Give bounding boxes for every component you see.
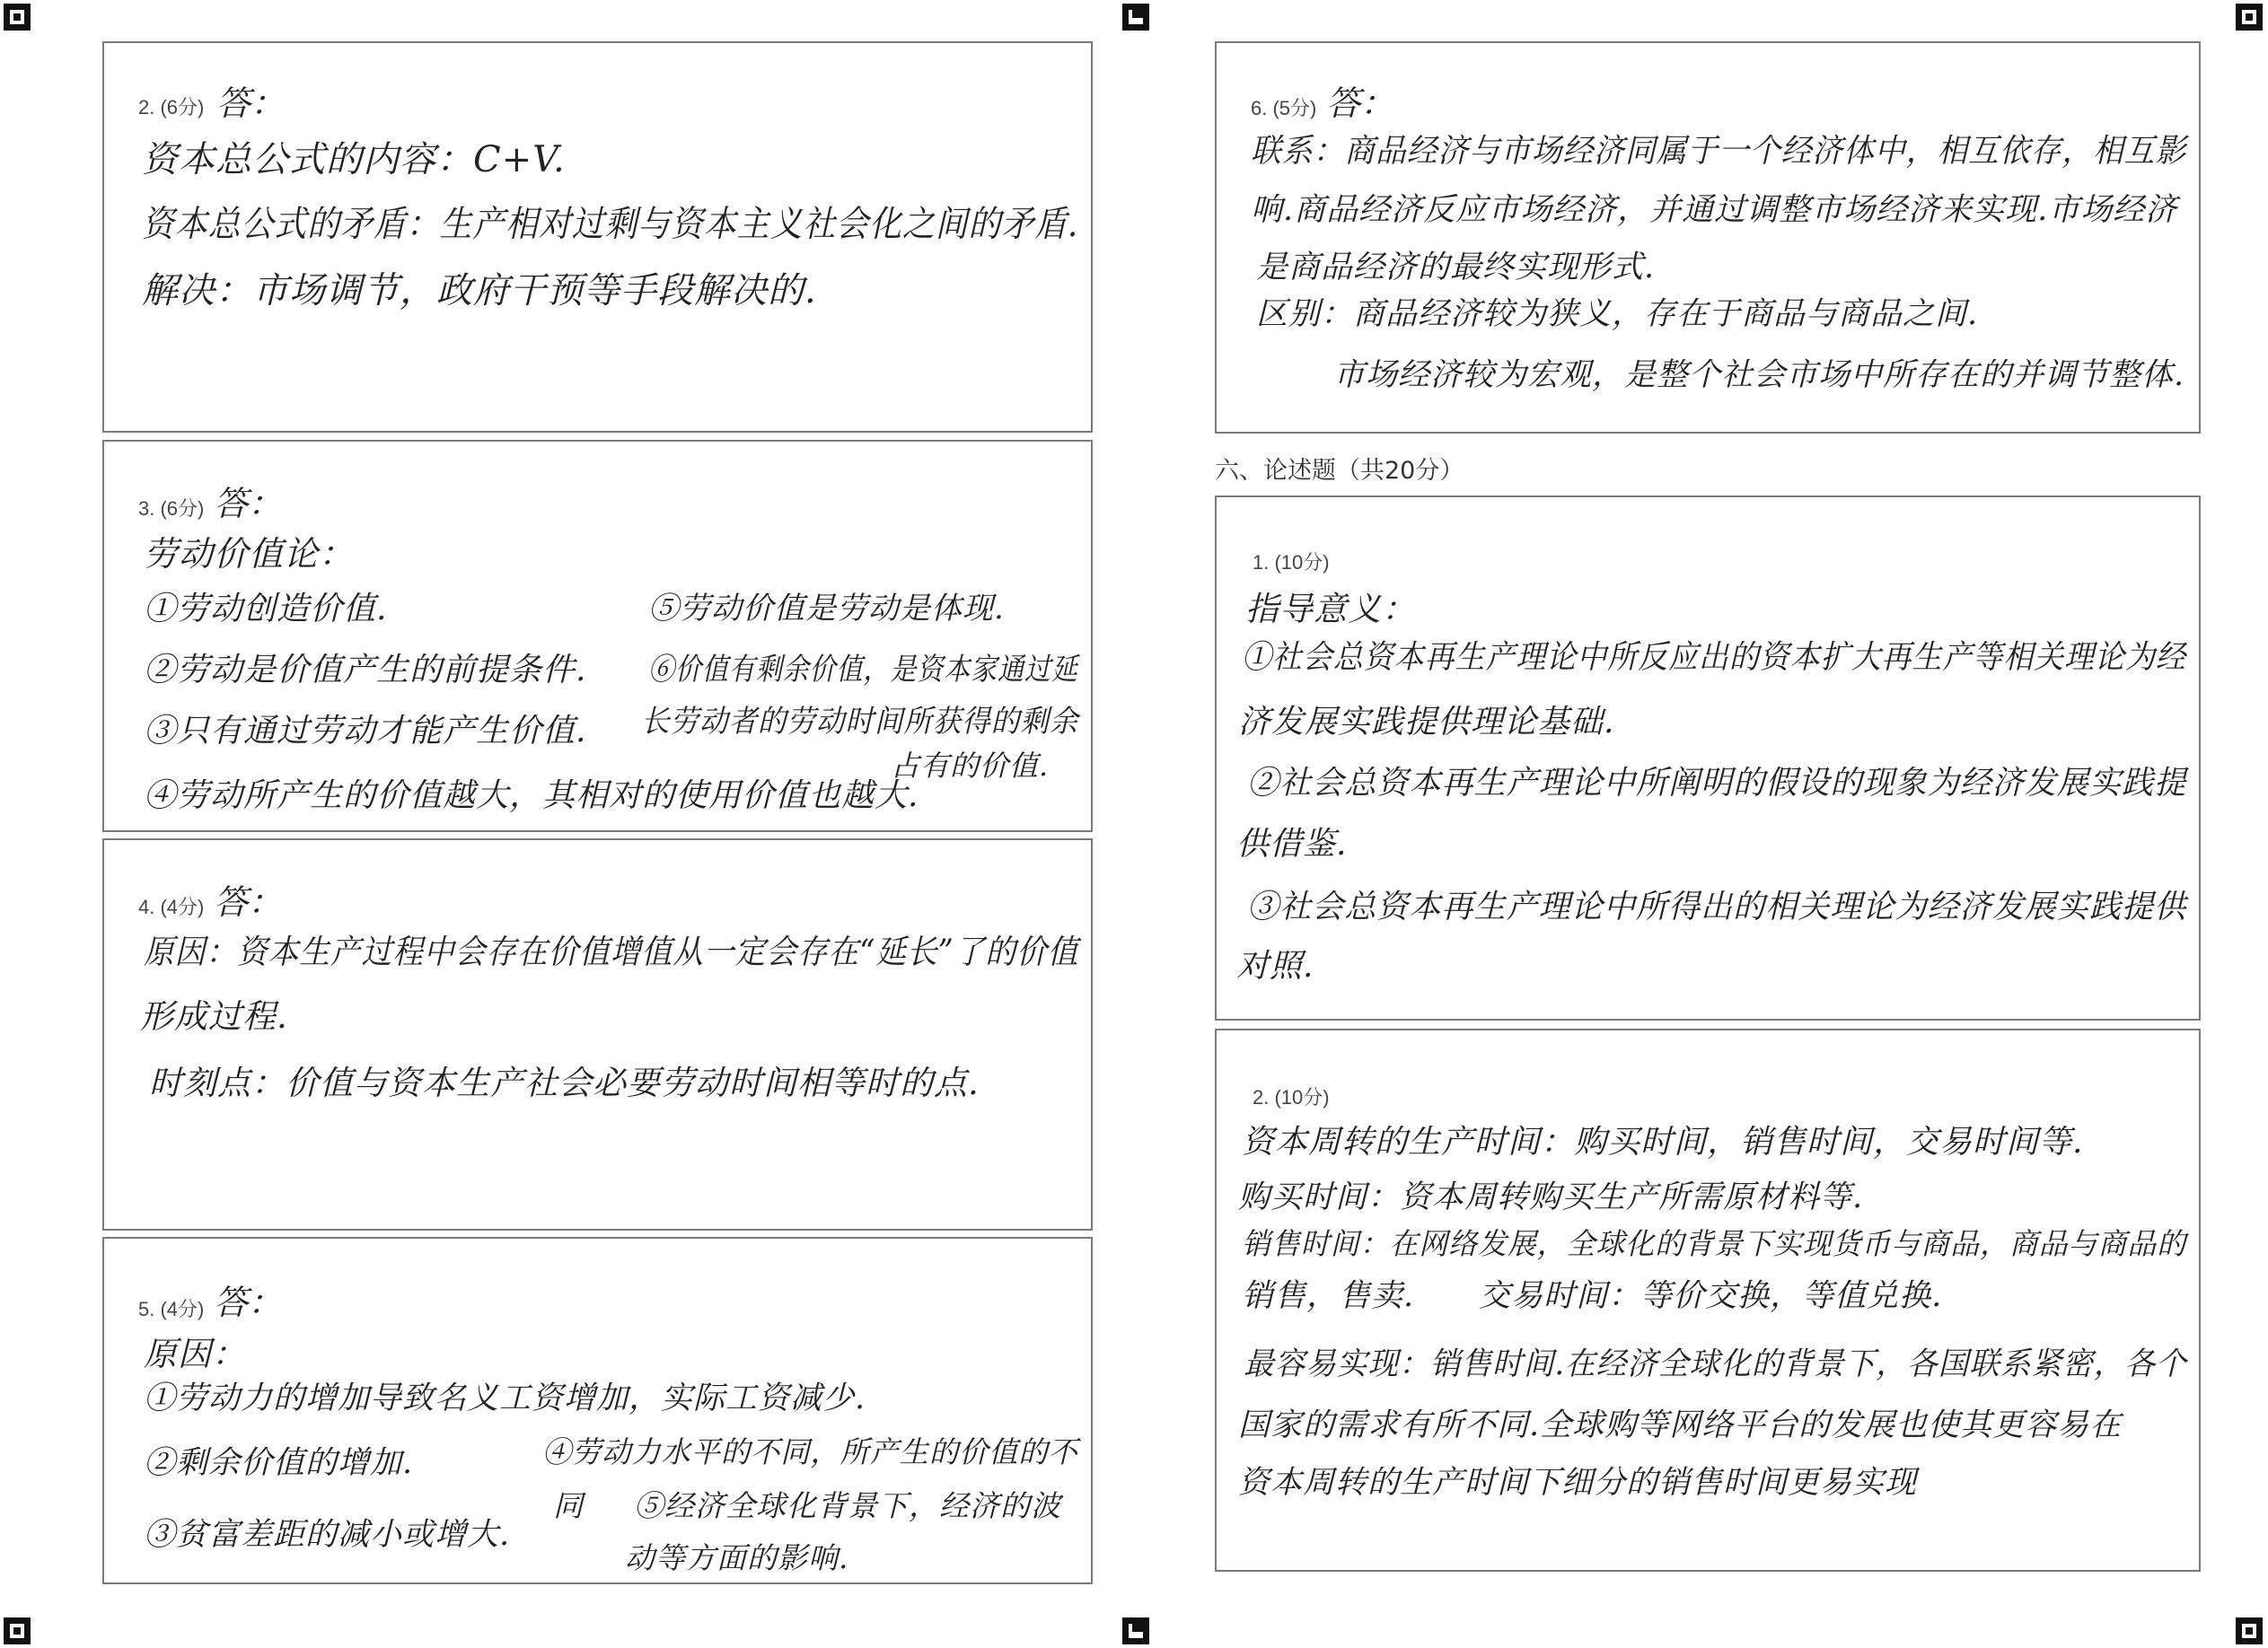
question-number: 2. (6分) — [138, 96, 205, 118]
question-number: 2. (10分) — [1253, 1086, 1330, 1109]
question-number: 5. (4分) — [138, 1298, 205, 1320]
answer-line: ④劳动所产生的价值越大，其相对的使用价值也越大. — [144, 777, 919, 814]
answer-line: ⑤劳动价值是劳动是体现. — [648, 591, 1005, 627]
answer-line: 资本总公式的矛盾：生产相对过剩与资本主义社会化之间的矛盾. — [142, 204, 1079, 245]
answer-line: 原因： — [144, 1335, 246, 1373]
answer-line: 国家的需求有所不同.全球购等网络平台的发展也使其更容易在 — [1238, 1407, 2123, 1443]
answer-line: ⑥价值有剩余价值，是资本家通过延 — [648, 652, 1078, 688]
answer-line: 销售，售卖. 交易时间：等价交换，等值兑换. — [1242, 1278, 1943, 1314]
answer-box-q2 — [102, 41, 1093, 433]
registration-marker-top-center — [1122, 4, 1149, 31]
answer-line: 资本总公式的内容：C+V. — [142, 139, 566, 180]
answer-line: ①劳动力的增加导致名义工资增加，实际工资减少. — [144, 1381, 866, 1416]
section-title: 六、论述题（共20分） — [1215, 457, 1464, 485]
answer-mark: 答： — [1326, 83, 1395, 123]
registration-marker-bottom-center — [1122, 1617, 1149, 1644]
question-number: 1. (10分) — [1253, 551, 1330, 574]
answer-box-q3 — [102, 440, 1093, 832]
answer-line: 动等方面的影响. — [625, 1540, 849, 1575]
answer-line: 供借鉴. — [1236, 826, 1348, 863]
registration-marker-bottom-left — [4, 1617, 31, 1644]
answer-line: 同 — [553, 1488, 584, 1523]
answer-line: ③贫富差距的减小或增大. — [144, 1517, 511, 1553]
answer-line: 济发展实践提供理论基础. — [1238, 704, 1615, 741]
answer-line: 时刻点：价值与资本生产社会必要劳动时间相等时的点. — [149, 1064, 980, 1102]
answer-line: 对照. — [1236, 948, 1314, 985]
registration-marker-top-left — [4, 4, 31, 31]
answer-line: ③社会总资本再生产理论中所得出的相关理论为经济发展实践提供 — [1247, 889, 2187, 925]
answer-line: ②劳动是价值产生的前提条件. — [144, 652, 587, 688]
answer-line: 指导意义： — [1245, 590, 1416, 628]
answer-line: 最容易实现：销售时间.在经济全球化的背景下，各国联系紧密，各个 — [1244, 1346, 2187, 1382]
answer-line: 资本周转的生产时间下细分的销售时间更易实现 — [1238, 1465, 1918, 1501]
answer-line: 占有的价值. — [891, 749, 1050, 783]
registration-marker-bottom-right — [2236, 1617, 2263, 1644]
answer-line: 响.商品经济反应市场经济，并通过调整市场经济来实现.市场经济 — [1251, 192, 2178, 228]
answer-line: ①社会总资本再生产理论中所反应出的资本扩大再生产等相关理论为经 — [1242, 639, 2186, 676]
answer-line: ④劳动力水平的不同，所产生的价值的不 — [542, 1434, 1078, 1469]
answer-box-q6 — [1215, 41, 2201, 434]
answer-box-essay-1 — [1215, 495, 2201, 1021]
answer-line: 购买时间：资本周转购买生产所需原材料等. — [1238, 1179, 1864, 1215]
answer-line: 联系：商品经济与市场经济同属于一个经济体中，相互依存，相互影 — [1251, 133, 2187, 170]
answer-line: ①劳动创造价值. — [144, 591, 388, 627]
answer-line: ⑤经济全球化背景下，经济的波 — [634, 1488, 1061, 1523]
answer-line: 是商品经济的最终实现形式. — [1256, 250, 1656, 285]
answer-line: ③只有通过劳动才能产生价值. — [144, 713, 587, 749]
question-number: 3. (6分) — [138, 497, 205, 520]
question-number: 6. (5分) — [1251, 97, 1317, 119]
answer-mark: 答： — [214, 882, 283, 922]
answer-mark: 答： — [216, 83, 286, 123]
answer-line: 市场经济较为宏观，是整个社会市场中所存在的并调节整体. — [1333, 357, 2185, 393]
question-number: 4. (4分) — [138, 896, 205, 918]
answer-line: 形成过程. — [140, 997, 288, 1036]
answer-line: ②社会总资本再生产理论中所阐明的假设的现象为经济发展实践提 — [1247, 765, 2187, 802]
answer-line: 解决：市场调节，政府干预等手段解决的. — [142, 270, 817, 311]
answer-line: 原因：资本生产过程中会存在价值增值从一定会存在“延长”了的价值 — [144, 933, 1079, 971]
answer-line: 销售时间：在网络发展，全球化的背景下实现货币与商品，商品与商品的 — [1242, 1226, 2187, 1261]
answer-mark: 答： — [214, 1283, 283, 1322]
answer-box-q4 — [102, 838, 1093, 1231]
registration-marker-top-right — [2236, 4, 2263, 31]
answer-line: ②剩余价值的增加. — [144, 1445, 414, 1481]
answer-line: 区别：商品经济较为狭义，存在于商品与商品之间. — [1256, 296, 1979, 332]
answer-line: 资本周转的生产时间：购买时间，销售时间，交易时间等. — [1242, 1124, 2084, 1161]
answer-line: 劳动价值论： — [144, 534, 355, 574]
answer-box-q5 — [102, 1237, 1093, 1584]
answer-mark: 答： — [214, 484, 283, 523]
answer-line: 长劳动者的劳动时间所获得的剩余 — [641, 704, 1079, 740]
answer-box-essay-2 — [1215, 1029, 2201, 1572]
